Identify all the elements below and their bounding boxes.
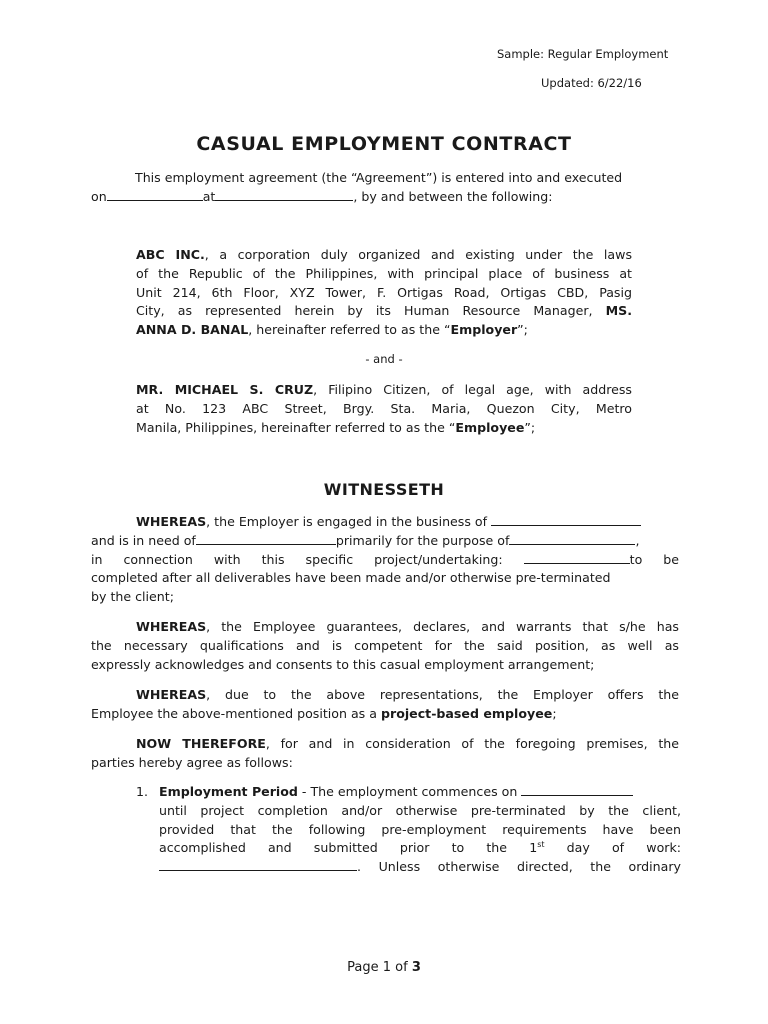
page-total: 3 <box>411 960 421 975</box>
employment-period-heading: Employment Period <box>159 784 298 799</box>
business-blank <box>491 513 641 526</box>
whereas-1-text-c1: in connection with this specific project/undertaking: <box>91 551 503 567</box>
employee-text-3-end: ”; <box>524 419 536 435</box>
employee-party <box>136 381 632 437</box>
whereas-2-text-b: the necessary qualifications and is competent for the said position, as well as <box>91 637 679 653</box>
whereas-1-text-e: by the client; <box>91 589 174 605</box>
whereas-1-text-c2: to be <box>629 551 680 567</box>
item-1-text-d: accomplished and submitted prior to the 1 <box>159 840 538 856</box>
employer-text-1: , a corporation duly organized and existing under the laws <box>204 247 632 262</box>
item-1-text-b: until project completion and/or otherwise pre-terminated by the client, <box>159 802 681 818</box>
and-separator: - and - <box>365 352 403 366</box>
intro-line-2 <box>91 188 663 207</box>
intro-on: on <box>91 188 107 204</box>
updated-date: Updated: 6/22/16 <box>541 76 642 90</box>
item-1 <box>159 783 681 877</box>
whereas-1-text-d: completed after all deliverables have been made and/or otherwise pre-terminated <box>91 570 611 586</box>
sample-label: Sample: Regular Employment <box>497 47 669 61</box>
whereas-3 <box>91 686 679 724</box>
whereas-2-text-c: expressly acknowledges and consents to this casual employment arrangement; <box>91 656 595 672</box>
now-therefore <box>91 735 679 773</box>
whereas-3-text-b3: ; <box>552 705 557 721</box>
intro-line-1: This employment agreement (the “Agreement”) is entered into and executed <box>135 170 623 185</box>
place-blank <box>215 188 353 201</box>
employer-party <box>136 246 632 340</box>
requirements-blank <box>159 858 357 871</box>
whereas-3-text-b1: Employee the above-mentioned position as a <box>91 705 381 721</box>
project-blank <box>524 551 630 564</box>
employer-text-5: , hereinafter referred to as the “ <box>248 322 451 338</box>
whereas-3-text-a: , due to the above representations, the Employer offers the <box>206 687 679 702</box>
document-title: CASUAL EMPLOYMENT CONTRACT <box>196 133 572 155</box>
item-1-text-c: provided that the following pre-employment requirements have been <box>159 821 681 837</box>
employer-term: Employer <box>450 322 518 338</box>
employee-text-2: at No. 123 ABC Street, Brgy. Sta. Maria, Quezon City, Metro <box>136 400 632 416</box>
date-blank <box>107 188 203 201</box>
intro-paragraph <box>91 169 663 207</box>
page-number <box>0 960 768 975</box>
employer-text-2: of the Republic of the Philippines, with principal place of business at <box>136 265 632 281</box>
employer-text-4: City, as represented herein by its Human Resource Manager, <box>136 303 593 319</box>
whereas-1-text-a: , the Employer is engaged in the business of <box>206 514 488 529</box>
employer-rep-name: ANNA D. BANAL <box>136 322 249 338</box>
employee-text-3: Manila, Philippines, hereinafter referred to as the “ <box>136 419 456 435</box>
whereas-3-keyword: WHEREAS <box>136 687 207 702</box>
employer-text-3: Unit 214, 6th Floor, XYZ Tower, F. Ortigas Road, Ortigas CBD, Pasig <box>136 284 632 300</box>
whereas-2 <box>91 618 679 674</box>
item-1-text-d2: day of work: <box>544 840 681 856</box>
now-therefore-keyword: NOW THEREFORE <box>136 736 266 751</box>
item-1-number: 1. <box>136 784 149 799</box>
witnesseth-heading: WITNESSETH <box>323 480 445 499</box>
page-prefix: Page 1 of <box>347 960 412 975</box>
item-1-text-e: . Unless otherwise directed, the ordinary <box>357 859 681 875</box>
whereas-1-text-b3: , <box>635 532 640 548</box>
need-blank <box>196 532 336 545</box>
now-therefore-text-b: parties hereby agree as follows: <box>91 754 293 770</box>
intro-tail: , by and between the following: <box>353 188 553 204</box>
item-1-text-a: - The employment commences on <box>297 784 518 799</box>
employee-term: Employee <box>455 419 525 435</box>
whereas-2-keyword: WHEREAS <box>136 619 207 634</box>
whereas-1-text-b1: and is in need of <box>91 532 196 548</box>
whereas-1-keyword: WHEREAS <box>136 514 207 529</box>
purpose-blank <box>509 532 635 545</box>
now-therefore-text-a: , for and in consideration of the foregoing premises, the <box>265 736 679 751</box>
project-based-employee: project-based employee <box>380 705 553 721</box>
whereas-1 <box>91 513 679 607</box>
commence-blank <box>521 783 633 796</box>
employee-name: MR. MICHAEL S. CRUZ <box>136 382 314 397</box>
whereas-1-text-b2: primarily for the purpose of <box>335 532 510 548</box>
item-1-superscript: st <box>537 840 545 850</box>
employer-name: ABC INC. <box>136 247 205 262</box>
intro-at: at <box>202 188 216 204</box>
employer-text-5-end: ”; <box>517 322 528 338</box>
employee-text-1: , Filipino Citizen, of legal age, with address <box>313 382 632 397</box>
employer-rep-title: MS. <box>605 303 632 319</box>
whereas-2-text-a: , the Employee guarantees, declares, and warrants that s/he has <box>206 619 679 634</box>
